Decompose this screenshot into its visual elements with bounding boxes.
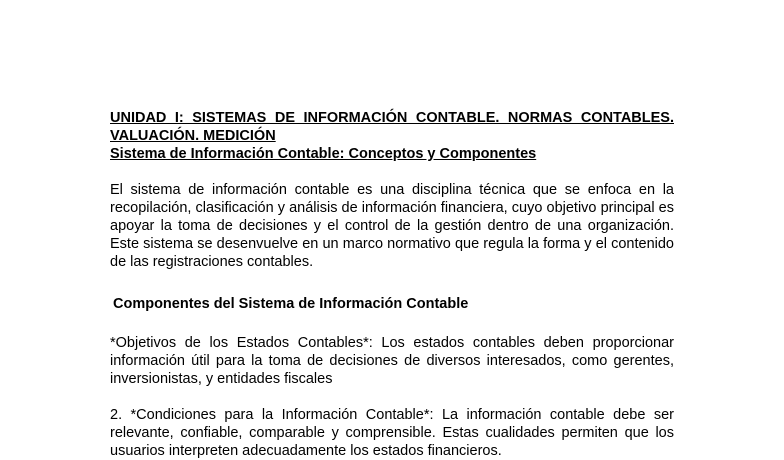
components-heading: Componentes del Sistema de Información Contable [113,296,469,312]
spacer [110,163,674,181]
unit-title: UNIDAD I: SISTEMAS DE INFORMACIÓN CONTABLE. NORMAS CONTABLES. VALUACIÓN. MEDICIÓN [110,110,674,144]
item-objectives: *Objetivos de los Estados Contables*: Los estados contables deben proporcionar información útil para la toma de decisiones de diversos interesados, como gerentes, inversionistas, y entidades fiscales [110,335,674,387]
spacer [110,388,674,406]
document-body [110,109,674,460]
section-title: Sistema de Información Contable: Conceptos y Componentes [110,146,537,162]
spacer [110,313,674,334]
item-conditions: 2. *Condiciones para la Información Contable*: La información contable debe ser relevante, confiable, comparable y comprensible. Estas cualidades permiten que los usuarios interpreten adecuadamente los estados financieros. [110,407,674,459]
intro-paragraph: El sistema de información contable es una disciplina técnica que se enfoca en la recopilación, clasificación y análisis de información financiera, cuyo objetivo principal es apoyar la toma de decisiones y el control de la gestión dentro de una organización. Este sistema se desenvuelve en un marco normativo que regula la forma y el contenido de las registraciones contables. [110,182,674,270]
spacer [110,271,674,289]
